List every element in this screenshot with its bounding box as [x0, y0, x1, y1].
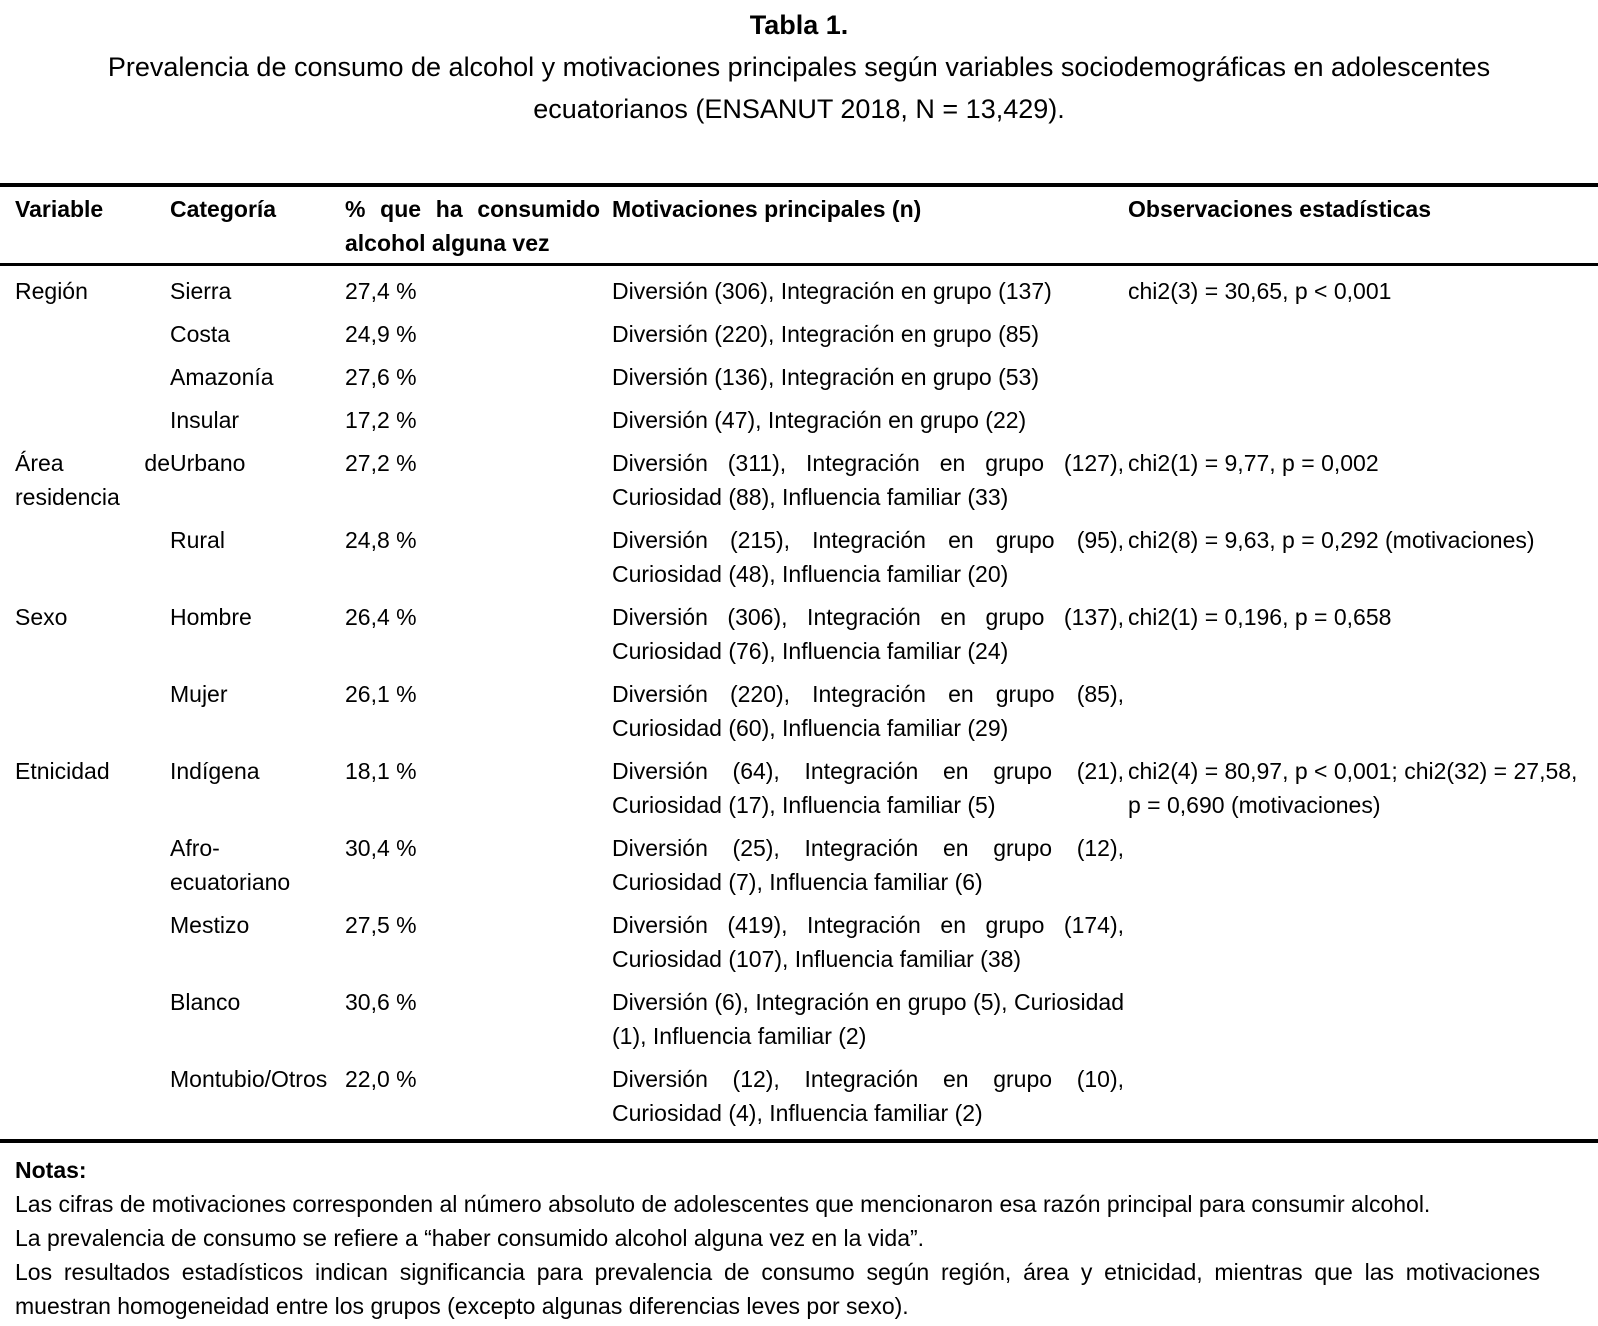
- cell-pct: 30,4 %: [345, 835, 417, 861]
- cell-observaciones: chi2(3) = 30,65, p < 0,001: [1128, 278, 1392, 304]
- cell-variable: [0, 308, 170, 351]
- table-subtitle: Prevalencia de consumo de alcohol y motivaciones principales según variables sociodemográficas en adolescentes ecuatorianos (ENSANUT 2018, N = 13,429).: [107, 52, 1491, 124]
- cell-observaciones: [1128, 899, 1598, 976]
- header-observaciones: Observaciones estadísticas: [1128, 196, 1431, 222]
- cell-motivaciones: Diversión (47), Integración en grupo (22): [612, 407, 1027, 433]
- header-variable: Variable: [15, 196, 104, 222]
- notes-section: [15, 1153, 1540, 1323]
- cell-observaciones: chi2(8) = 9,63, p = 0,292 (motivaciones): [1128, 527, 1535, 553]
- cell-observaciones: [1128, 976, 1598, 1053]
- cell-observaciones: [1128, 1053, 1598, 1141]
- cell-observaciones: chi2(1) = 9,77, p = 0,002: [1128, 450, 1379, 476]
- cell-pct: 18,1 %: [345, 758, 417, 784]
- table-body: [0, 265, 1598, 1142]
- cell-motivaciones: Diversión (25), Integración en grupo (12), Curiosidad (7), Influencia familiar (6): [612, 835, 1124, 895]
- table-row: [0, 1053, 1598, 1141]
- cell-motivaciones: Diversión (12), Integración en grupo (10), Curiosidad (4), Influencia familiar (2): [612, 1066, 1124, 1126]
- table-row: [0, 394, 1598, 437]
- note-item-1: Las cifras de motivaciones corresponden al número absoluto de adolescentes que mencionaron esa razón principal para consumir alcohol.: [15, 1191, 1431, 1217]
- cell-pct: 27,2 %: [345, 450, 417, 476]
- cell-pct: 27,5 %: [345, 912, 417, 938]
- cell-variable: [0, 976, 170, 1053]
- cell-variable: Etnicidad: [15, 758, 110, 784]
- cell-motivaciones: Diversión (136), Integración en grupo (53): [612, 364, 1040, 390]
- cell-categoria: Indígena: [170, 758, 260, 784]
- cell-motivaciones: Diversión (220), Integración en grupo (85), Curiosidad (60), Influencia familiar (29): [612, 681, 1124, 741]
- cell-variable: [0, 514, 170, 591]
- cell-motivaciones: Diversión (215), Integración en grupo (95), Curiosidad (48), Influencia familiar (20): [612, 527, 1124, 587]
- cell-variable: [0, 351, 170, 394]
- table-header-row: [0, 185, 1598, 265]
- table-row: [0, 265, 1598, 309]
- cell-categoria: Hombre: [170, 604, 252, 630]
- cell-motivaciones: Diversión (306), Integración en grupo (137), Curiosidad (76), Influencia familiar (24): [612, 604, 1124, 664]
- cell-motivaciones: Diversión (220), Integración en grupo (85): [612, 321, 1040, 347]
- cell-pct: 24,9 %: [345, 321, 417, 347]
- cell-variable: [0, 1053, 170, 1141]
- cell-motivaciones: Diversión (311), Integración en grupo (127), Curiosidad (88), Influencia familiar (33): [612, 450, 1124, 510]
- table-row: [0, 976, 1598, 1053]
- cell-observaciones: [1128, 394, 1598, 437]
- cell-observaciones: [1128, 308, 1598, 351]
- notes-label: Notas:: [15, 1157, 87, 1183]
- cell-categoria: Costa: [170, 321, 231, 347]
- cell-categoria: Insular: [170, 407, 240, 433]
- title-block: [34, 4, 1564, 130]
- cell-categoria: Urbano: [170, 450, 246, 476]
- cell-categoria: Mestizo: [170, 912, 250, 938]
- cell-motivaciones: Diversión (64), Integración en grupo (21), Curiosidad (17), Influencia familiar (5): [612, 758, 1124, 818]
- cell-pct: 24,8 %: [345, 527, 417, 553]
- cell-observaciones: [1128, 668, 1598, 745]
- table-row: [0, 591, 1598, 668]
- cell-categoria: Mujer: [170, 681, 228, 707]
- cell-pct: 17,2 %: [345, 407, 417, 433]
- cell-variable: Sexo: [15, 604, 68, 630]
- cell-pct: 27,6 %: [345, 364, 417, 390]
- cell-pct: 27,4 %: [345, 278, 417, 304]
- cell-pct: 22,0 %: [345, 1066, 417, 1092]
- cell-variable: Región: [15, 278, 88, 304]
- cell-observaciones: [1128, 351, 1598, 394]
- note-item-3: Los resultados estadísticos indican significancia para prevalencia de consumo según región, área y etnicidad, mientras que las motivaciones muestran homogeneidad entre los grupos (excepto algunas diferencias leves por sexo).: [15, 1259, 1540, 1319]
- cell-pct: 26,4 %: [345, 604, 417, 630]
- cell-motivaciones: Diversión (306), Integración en grupo (137): [612, 278, 1052, 304]
- cell-categoria: Sierra: [170, 278, 232, 304]
- header-categoria: Categoría: [170, 196, 277, 222]
- table-row: [0, 668, 1598, 745]
- cell-pct: 30,6 %: [345, 989, 417, 1015]
- header-motivaciones: Motivaciones principales (n): [612, 196, 922, 222]
- cell-variable: [0, 668, 170, 745]
- cell-variable: [0, 822, 170, 899]
- table-title: Tabla 1.: [749, 10, 849, 40]
- table-row: [0, 308, 1598, 351]
- cell-variable: [0, 899, 170, 976]
- cell-motivaciones: Diversión (6), Integración en grupo (5), Curiosidad (1), Influencia familiar (2): [612, 989, 1124, 1049]
- cell-categoria: Afro-ecuatoriano: [170, 835, 291, 895]
- table-row: [0, 899, 1598, 976]
- cell-observaciones: chi2(4) = 80,97, p < 0,001; chi2(32) = 27,58, p = 0,690 (motivaciones): [1128, 758, 1578, 818]
- cell-categoria: Montubio/Otros: [170, 1066, 328, 1092]
- data-table: [0, 183, 1598, 1143]
- table-row: [0, 745, 1598, 822]
- note-item-2: La prevalencia de consumo se refiere a “haber consumido alcohol alguna vez en la vida”.: [15, 1225, 925, 1251]
- cell-categoria: Rural: [170, 527, 225, 553]
- table-row: [0, 437, 1598, 514]
- cell-pct: 26,1 %: [345, 681, 417, 707]
- cell-categoria: Amazonía: [170, 364, 274, 390]
- cell-observaciones: [1128, 822, 1598, 899]
- table-row: [0, 351, 1598, 394]
- table-row: [0, 514, 1598, 591]
- cell-variable: Área de residencia: [15, 450, 170, 510]
- cell-motivaciones: Diversión (419), Integración en grupo (174), Curiosidad (107), Influencia familiar (38): [612, 912, 1124, 972]
- cell-observaciones: chi2(1) = 0,196, p = 0,658: [1128, 604, 1392, 630]
- header-pct-consumo: % que ha consumido alcohol alguna vez: [345, 196, 600, 256]
- cell-categoria: Blanco: [170, 989, 241, 1015]
- cell-variable: [0, 394, 170, 437]
- table-row: [0, 822, 1598, 899]
